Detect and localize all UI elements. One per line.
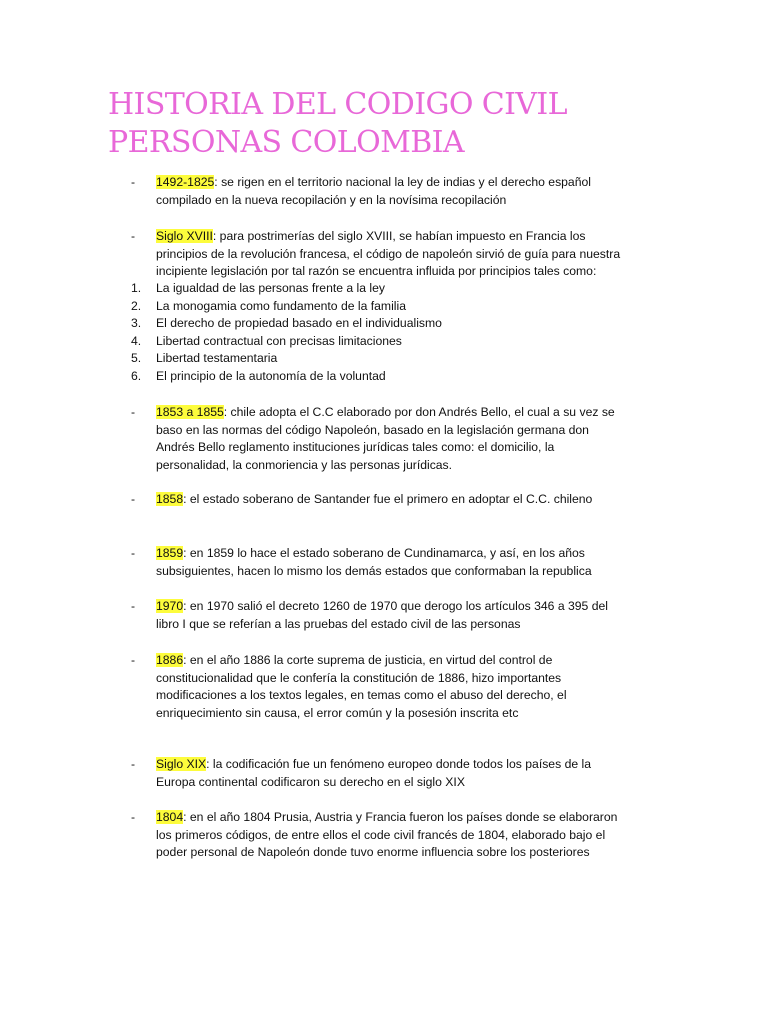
bullet-dash: - bbox=[131, 810, 136, 824]
item-text: El principio de la autonomía de la voluntad bbox=[156, 368, 386, 383]
entry-body: : en 1859 lo hace el estado soberano de Cundinamarca, y así, en los años subsiguientes, hacen lo mismo los demás estados que conformaban la republica bbox=[156, 546, 592, 578]
entry-body: : en 1970 salió el decreto 1260 de 1970 que derogo los artículos 346 a 395 del libro I que se referían a las pruebas del estado civil de las personas bbox=[156, 599, 608, 631]
entry-body: : se rigen en el territorio nacional la ley de indias y el derecho español compilado en la nueva recopilación y en la novísima recopilación bbox=[156, 175, 591, 207]
bullet-dash: - bbox=[131, 546, 136, 560]
entry-text bbox=[156, 545, 626, 580]
highlighted-date: Siglo XIX bbox=[156, 757, 207, 771]
item-number: 3. bbox=[131, 316, 142, 330]
entry-text bbox=[156, 756, 626, 791]
highlighted-date: 1970 bbox=[156, 599, 184, 613]
entry-text bbox=[156, 491, 626, 509]
entry-body: : la codificación fue un fenómeno europeo donde todos los países de la Europa continental codificaron su derecho en el siglo XIX bbox=[156, 757, 591, 789]
entry-text bbox=[156, 174, 626, 209]
entry-text bbox=[156, 404, 626, 474]
item-number: 2. bbox=[131, 298, 142, 313]
title-line-2: PERSONAS COLOMBIA bbox=[108, 125, 464, 160]
bullet-dash: - bbox=[131, 229, 136, 243]
highlighted-date: 1858 bbox=[156, 492, 184, 506]
entry-body: : el estado soberano de Santander fue el primero en adoptar el C.C. chileno bbox=[183, 492, 593, 506]
entry-body: : para postrimerías del siglo XVIII, se habían impuesto en Francia los principios de la revolución francesa, el código de napoleón sirvió de guía para nuestra incipiente legislación por tal razón se encuentra influida por principios tales como: bbox=[156, 229, 621, 278]
item-text: La monogamia como fundamento de la familia bbox=[156, 298, 406, 313]
item-text: El derecho de propiedad basado en el individualismo bbox=[156, 316, 442, 330]
item-number: 1. bbox=[131, 281, 142, 295]
title-line-1: HISTORIA DEL CODIGO CIVIL bbox=[108, 87, 568, 122]
bullet-dash: - bbox=[131, 175, 136, 189]
highlighted-date: 1886 bbox=[156, 653, 184, 667]
bullet-dash: - bbox=[131, 492, 136, 506]
entry-text bbox=[156, 228, 626, 281]
bullet-dash: - bbox=[131, 405, 136, 419]
bullet-dash: - bbox=[131, 653, 136, 667]
entry-body: : en el año 1886 la corte suprema de justicia, en virtud del control de constitucionalidad que le confería la constitución de 1886, hizo importantes modificaciones a los textos legales, en temas como el abuso del derecho, el enriquecimiento sin causa, el error común y la posesión inscrita etc bbox=[156, 653, 567, 720]
highlighted-date: 1853 a 1855 bbox=[156, 405, 224, 419]
highlighted-date: 1804 bbox=[156, 810, 184, 824]
entry-text bbox=[156, 652, 626, 722]
item-number: 4. bbox=[131, 333, 142, 348]
item-number: 5. bbox=[131, 351, 142, 365]
entry-text bbox=[156, 809, 626, 862]
entry-body: : en el año 1804 Prusia, Austria y Francia fueron los países donde se elaboraron los primeros códigos, de entre ellos el code civil francés de 1804, elaborado bajo el poder personal de Napoleón donde tuvo enorme influencia sobre los posteriores bbox=[156, 810, 618, 859]
document-title bbox=[108, 86, 708, 162]
highlighted-date: 1859 bbox=[156, 546, 184, 560]
entry-text bbox=[156, 598, 626, 633]
item-text: Libertad contractual con precisas limitaciones bbox=[156, 333, 402, 348]
bullet-dash: - bbox=[131, 757, 136, 771]
item-number: 6. bbox=[131, 368, 142, 383]
item-text: Libertad testamentaria bbox=[156, 351, 278, 365]
bullet-dash: - bbox=[131, 599, 136, 613]
highlighted-date: Siglo XVIII bbox=[156, 229, 213, 243]
highlighted-date: 1492-1825 bbox=[156, 175, 215, 189]
entry-body: : chile adopta el C.C elaborado por don Andrés Bello, el cual a su vez se baso en las normas del código Napoleón, basado en la legislación germana don Andrés Bello reglamento instituciones jurídicas tales como: el domicilio, la personalidad, la conmoriencia y las personas jurídicas. bbox=[156, 405, 615, 472]
item-text: La igualdad de las personas frente a la ley bbox=[156, 281, 386, 295]
